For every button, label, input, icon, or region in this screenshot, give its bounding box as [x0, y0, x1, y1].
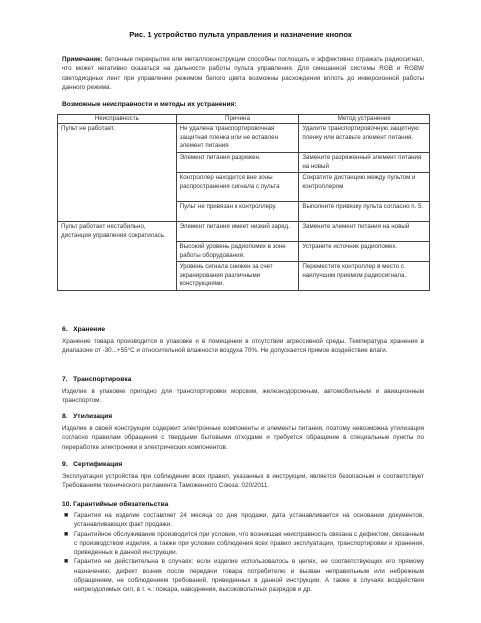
disposal-section	[62, 413, 424, 452]
section-title: 8. Утилизация	[62, 413, 113, 420]
list-item-text: Гарантия на изделие составляет 24 месяца со дня продажи, дата устанавливается на основании документов, устанавливающих факт продажи.	[74, 512, 424, 529]
section-title: 6. Хранение	[62, 326, 106, 333]
section-text: Эксплуатация устройства при соблюдении всех правил, указанных в инструкции, является безопасным и соответствует Требованиям технического регламента Таможенного Союза: 020/2011.	[62, 473, 424, 490]
note-label: Примечание:	[62, 56, 103, 63]
section-text: Изделие в своей конструкции содержит электронные компоненты и элементы питания, поэтому невозможна утилизация согласно правилам обращения с твердыми бытовыми отходами и требуется обращение в специальные пункты по переработке электроники и электрических компонентов.	[62, 425, 424, 451]
troubleshooting-table	[57, 114, 430, 291]
note-paragraph	[62, 55, 424, 92]
cause-cell: Уровень сигнала снижен за счет экранирования различными конструкциями.	[176, 262, 299, 291]
troubles-heading: Возможные неисправности и методы их устранения:	[62, 101, 237, 108]
table-row	[58, 222, 430, 242]
bullet-icon: ■	[64, 530, 69, 538]
table-row	[58, 124, 430, 153]
bullet-icon: ■	[64, 512, 69, 519]
list-item	[62, 557, 424, 594]
note-text: бетонные перекрытия или металлоконструкции способны поглощать и эффективно отражать радиосигнал, что может негативно сказаться на дальности работы пульта управления. Для смешанной системы RGB и RGBW светодиодных лент при управлении режимом белого цвета возможны расхождения вплоть до инверсионной работы данного режима.	[62, 56, 424, 91]
column-header-fault: Неисправность	[58, 115, 177, 124]
cause-cell: Контроллер находится вне зоны распространения сигнала с пульта	[176, 173, 299, 202]
fix-cell: Устраните источник радиопомех.	[299, 242, 430, 262]
warranty-section	[62, 501, 424, 595]
warranty-list	[62, 511, 424, 595]
cause-cell: Элемент питания имеет низкий заряд.	[176, 222, 299, 242]
list-item-text: Гарантийное обслуживание производится при условии, что возникшая неисправность связана с дефектом, связанным с производством изделия, а также при условии соблюдения всех правил эксплуатации, транспортировки и хранения, приведенных в данной инструкции.	[74, 530, 424, 557]
column-header-fix: Метод устранения	[299, 115, 430, 124]
figure-title: Рис. 1 устройство пульта управления и назначение кнопок	[129, 30, 352, 39]
fix-cell: Замените элемент питания на новый	[299, 222, 430, 242]
fix-cell: Замените разряженный элемент питания на новый	[299, 153, 430, 173]
bullet-icon: ■	[64, 558, 69, 566]
table-header-row	[58, 115, 430, 124]
fault-cell: Пульт работает нестабильно, дистанция управления сократилась.	[58, 222, 177, 291]
section-title: 10. Гарантийные обязательства	[62, 501, 169, 508]
cause-cell: Элемент питания разряжен.	[176, 153, 299, 173]
certification-section	[62, 461, 424, 491]
section-text: Изделие в упаковке пригодно для транспортировки морским, железнодорожным, автомобильным и авиационным транспортом.	[62, 388, 424, 405]
list-item	[62, 511, 424, 530]
section-text: Хранение товара производится в упаковке и в помещении в отсутствии агрессивной среды. Температура хранения в диапазоне от -30...+55°С и относительной влажности воздуха 70%. Не допускается прямое воздействие влаги.	[62, 338, 424, 355]
cause-cell: Пульт не привязан к контроллеру.	[176, 202, 299, 222]
cause-cell: Не удалена транспортировочная защитная пленка или не вставлен элемент питания	[176, 124, 299, 153]
column-header-cause: Причина	[176, 115, 299, 124]
fix-cell: Переместите контроллер в место с наилучшим приемом радиосигнала.	[299, 262, 430, 291]
fix-cell: Удалите транспортировочную защитную пленку или вставьте элемент питания.	[299, 124, 430, 153]
fault-cell: Пульт не работает.	[58, 124, 177, 222]
list-item	[62, 530, 424, 558]
storage-section	[62, 326, 424, 356]
fix-cell: Сократите дистанцию между пультом и контроллером	[299, 173, 430, 202]
cause-cell: Высокий уровень радиопомех в зоне работы оборудования.	[176, 242, 299, 262]
transport-section	[62, 376, 424, 406]
fix-cell: Выполните привязку пульта согласно п. 5.	[299, 202, 430, 222]
list-item-text: Гарантия не действительна в случаях: если изделие использовалось в целях, не соответствующих его прямому назначению; дефект возник после передачи товара потребителю и вызван неправильным или небрежным обращением, не соблюдением требований, приведенных в данной инструкции. А также в случаях воздействия непреодолимых сил, в т. ч.: пожара, наводнения, высоковольтных разрядов и др.	[74, 558, 424, 594]
section-title: 9. Сертификация	[62, 461, 123, 468]
section-title: 7. Транспортировка	[62, 376, 132, 383]
